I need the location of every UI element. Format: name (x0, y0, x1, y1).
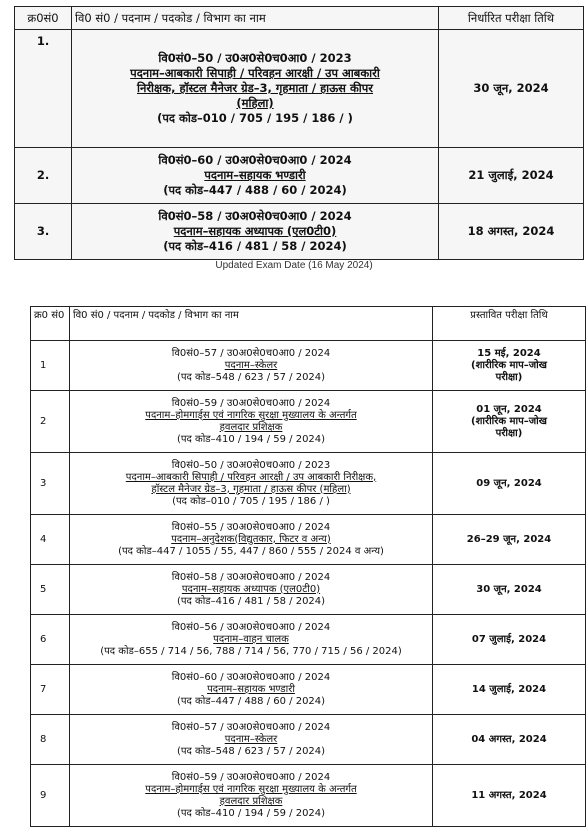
advt-number: वि0सं0–58 / उ0अ0से0च0आ0 / 2024 (158, 209, 352, 223)
post-details (70, 615, 433, 665)
post-code: (पद कोड–447 / 488 / 60 / 2024) (163, 183, 347, 197)
table-row (31, 565, 586, 615)
serial-number: 1 (31, 341, 70, 391)
advt-number: वि0सं0–60 / उ0अ0से0च0आ0 / 2024 (171, 671, 331, 683)
image-caption: Updated Exam Date (16 May 2024) (215, 260, 373, 271)
date-line: 30 जून, 2024 (476, 583, 542, 595)
table-header-row (31, 307, 586, 341)
date-note: (शारीरिक माप–जोख (471, 359, 547, 371)
post-details (70, 715, 433, 765)
date-line: 04 अगस्त, 2024 (471, 733, 547, 745)
post-details (70, 341, 433, 391)
date-line: 01 जून, 2024 (476, 403, 542, 415)
post-code: (पद कोड–548 / 623 / 57 / 2024) (176, 371, 326, 383)
serial-number: 3 (31, 453, 70, 515)
table-row (31, 515, 586, 565)
post-code: (पद कोड–416 / 481 / 58 / 2024) (176, 595, 326, 607)
post-details (70, 453, 433, 515)
advt-number: वि0सं0–60 / उ0अ0से0च0आ0 / 2024 (158, 153, 352, 167)
serial-number: 2. (15, 148, 72, 204)
date-line: 14 जुलाई, 2024 (471, 683, 547, 695)
post-code: (पद कोड–410 / 194 / 59 / 2024) (176, 807, 326, 819)
post-name-line: पदनाम–आबकारी सिपाही / परिवहन आरक्षी / उप आबकारी निरीक्षक, (125, 471, 377, 483)
exam-date (433, 341, 586, 391)
advt-number: वि0सं0–56 / उ0अ0से0च0आ0 / 2024 (171, 621, 331, 633)
table-row (31, 341, 586, 391)
exam-date (433, 565, 586, 615)
table-row (31, 765, 586, 827)
post-details (70, 565, 433, 615)
post-details (72, 30, 439, 148)
advt-number: वि0सं0–57 / उ0अ0से0च0आ0 / 2024 (171, 721, 331, 733)
post-details (70, 665, 433, 715)
exam-date (433, 615, 586, 665)
table-row (31, 715, 586, 765)
post-name-line: पदनाम–सहायक अध्यापक (एल0टी0) (181, 583, 321, 595)
post-name-line: पदनाम–सहायक भण्डारी (207, 683, 295, 695)
table-row (31, 391, 586, 453)
advt-number: वि0सं0–55 / उ0अ0से0च0आ0 / 2024 (171, 521, 331, 533)
advt-number: वि0सं0–59 / उ0अ0से0च0आ0 / 2024 (171, 397, 331, 409)
post-name-line: पदनाम–वाहन चालक (213, 633, 289, 645)
advt-number: वि0सं0–59 / उ0अ0से0च0आ0 / 2024 (171, 771, 331, 783)
date-line: 11 अगस्त, 2024 (471, 789, 547, 801)
post-details-header: वि0 सं0 / पदनाम / पदकोड / विभाग का नाम (72, 7, 439, 30)
post-details (70, 765, 433, 827)
post-name-line: पदनाम–अनुदेशक(विद्युतकार, फिटर व अन्य) (171, 533, 331, 545)
advt-number: वि0सं0–57 / उ0अ0से0च0आ0 / 2024 (171, 347, 331, 359)
post-details (72, 204, 439, 260)
post-details (70, 515, 433, 565)
exam-date (433, 515, 586, 565)
exam-date-header: प्रस्तावित परीक्षा तिथि (433, 307, 586, 341)
post-name-line: पदनाम–सहायक भण्डारी (204, 168, 306, 182)
post-name-line: पदनाम–स्केलर (224, 733, 278, 745)
post-code: (पद कोड–548 / 623 / 57 / 2024) (176, 745, 326, 757)
exam-date (433, 765, 586, 827)
post-name-line: हवलदार प्रशिक्षक (219, 795, 283, 807)
post-details (72, 148, 439, 204)
post-code: (पद कोड–410 / 194 / 59 / 2024) (176, 433, 326, 445)
date-line: 07 जुलाई, 2024 (471, 633, 547, 645)
table-row (15, 148, 584, 204)
serial-number: 7 (31, 665, 70, 715)
post-code: (पद कोड–447 / 488 / 60 / 2024) (176, 695, 326, 707)
advt-number: वि0सं0–50 / उ0अ0से0च0आ0 / 2023 (158, 51, 352, 65)
exam-date (433, 391, 586, 453)
post-name-line: पदनाम–स्केलर (224, 359, 278, 371)
serial-number: 8 (31, 715, 70, 765)
advt-number: वि0सं0–58 / उ0अ0से0च0आ0 / 2024 (171, 571, 331, 583)
post-code: (पद कोड–447 / 1055 / 55, 447 / 860 / 555 / 2024 व अन्य) (118, 545, 384, 557)
advt-number: वि0सं0–50 / उ0अ0से0च0आ0 / 2023 (171, 459, 331, 471)
exam-date (433, 665, 586, 715)
exam-date: 18 अगस्त, 2024 (439, 204, 584, 260)
serial-number: 4 (31, 515, 70, 565)
exam-date (433, 453, 586, 515)
post-name-line: पदनाम–आबकारी सिपाही / परिवहन आरक्षी / उप आबकारी (130, 66, 380, 80)
serial-number: 6 (31, 615, 70, 665)
post-code: (पद कोड–655 / 714 / 56, 788 / 714 / 56, 770 / 715 / 56 / 2024) (100, 645, 402, 657)
exam-date (433, 715, 586, 765)
serial-number: 5 (31, 565, 70, 615)
table-row (31, 665, 586, 715)
serial-header: क्र0 सं0 (31, 307, 70, 341)
serial-number: 9 (31, 765, 70, 827)
serial-number: 3. (15, 204, 72, 260)
table-row (31, 615, 586, 665)
date-line: 26–29 जून, 2024 (466, 533, 552, 545)
exam-date: 21 जुलाई, 2024 (439, 148, 584, 204)
post-name-line: पदनाम–होमगार्ड्स एवं नागरिक सुरक्षा मुख्यालय के अन्तर्गत (145, 409, 357, 421)
exam-date-header: निर्धारित परीक्षा तिथि (439, 7, 584, 30)
exam-date: 30 जून, 2024 (439, 30, 584, 148)
date-note: परीक्षा) (495, 371, 523, 383)
post-name-line: पदनाम–सहायक अध्यापक (एल0टी0) (173, 224, 337, 238)
table-row (15, 30, 584, 148)
original-schedule-table (14, 6, 584, 260)
post-name-line: निरीक्षक, हॉस्टल मैनेजर ग्रेड–3, गृहमाता / हाऊस कीपर (136, 81, 374, 95)
date-line: 09 जून, 2024 (476, 477, 542, 489)
table-header-row (15, 7, 584, 30)
updated-schedule-table (30, 306, 586, 827)
serial-header: क्र0सं0 (15, 7, 72, 30)
post-name-line: हॉस्टल मैनेजर ग्रेड–3, गृहमाता / हाऊस कीपर (महिला) (151, 483, 351, 495)
serial-number: 2 (31, 391, 70, 453)
post-code: (पद कोड–010 / 705 / 195 / 186 / ) (172, 495, 330, 507)
date-note: (शारीरिक माप–जोख (471, 415, 547, 427)
table-row (15, 204, 584, 260)
post-name-line: पदनाम–होमगार्ड्स एवं नागरिक सुरक्षा मुख्यालय के अन्तर्गत (145, 783, 357, 795)
post-name-line: (महिला) (236, 96, 274, 110)
post-code: (पद कोड–010 / 705 / 195 / 186 / ) (157, 111, 353, 125)
date-line: 15 मई, 2024 (477, 347, 541, 359)
serial-number: 1. (15, 30, 72, 148)
post-name-line: हवलदार प्रशिक्षक (219, 421, 283, 433)
post-code: (पद कोड–416 / 481 / 58 / 2024) (163, 239, 347, 253)
post-details (70, 391, 433, 453)
table-row (31, 453, 586, 515)
post-details-header: वि0 सं0 / पदनाम / पदकोड / विभाग का नाम (70, 307, 433, 341)
date-note: परीक्षा) (495, 427, 523, 439)
